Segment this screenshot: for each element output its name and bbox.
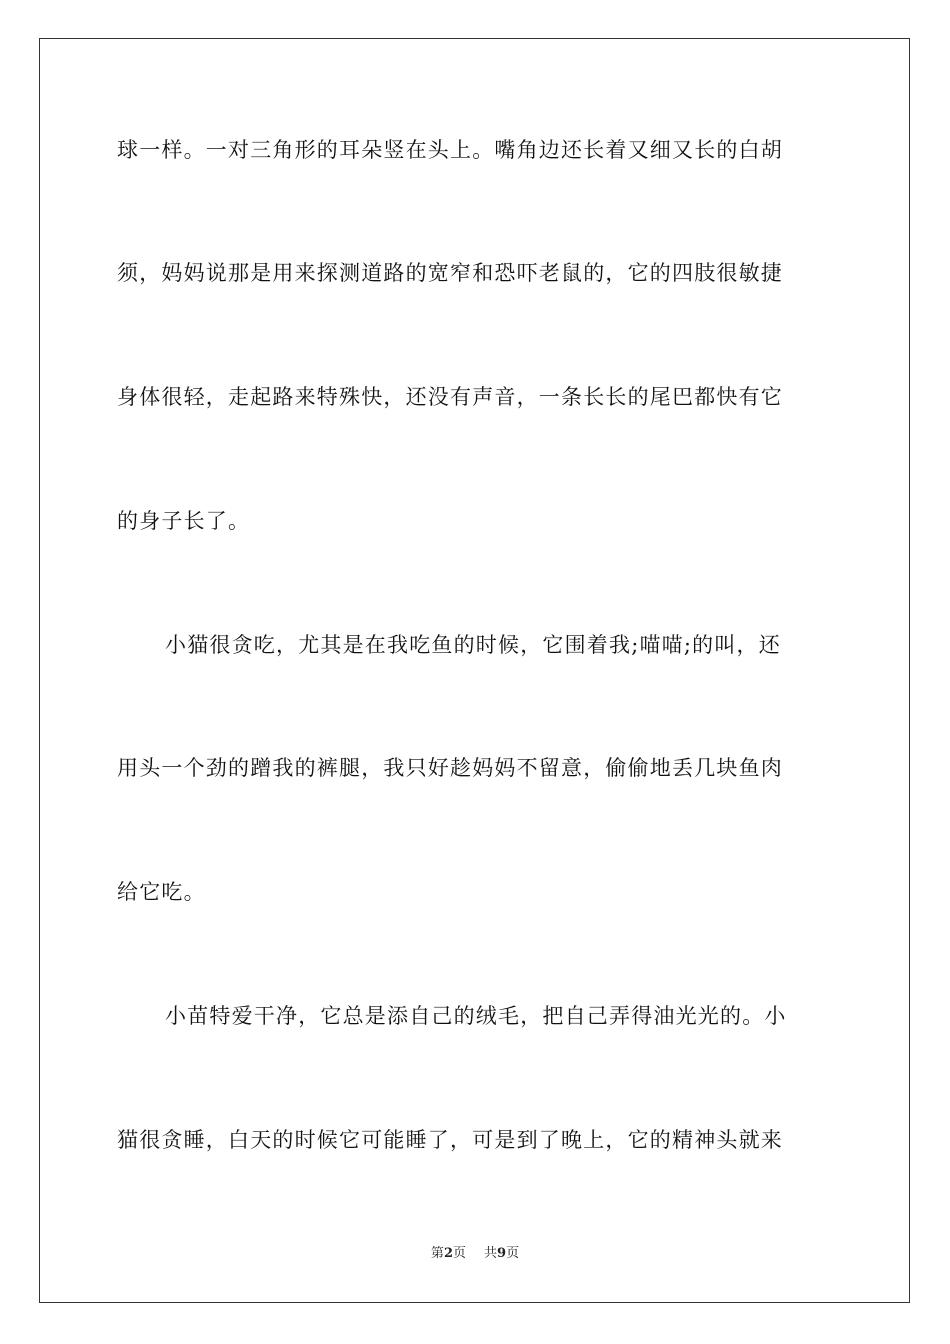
text-line-3: 身体很轻，走起路来特殊快，还没有声音，一条长长的尾巴都快有它 <box>117 385 783 409</box>
total-pages: 9 <box>497 1246 507 1261</box>
text-line-4: 的身子长了。 <box>117 509 251 533</box>
text-line-5: 小猫很贪吃，尤其是在我吃鱼的时候，它围着我;喵喵;的叫，还 <box>165 633 781 657</box>
page-suffix: 页 <box>452 1246 466 1261</box>
page-footer <box>0 1246 950 1262</box>
page-border <box>39 38 910 1303</box>
text-line-2: 须，妈妈说那是用来探测道路的宽窄和恐吓老鼠的，它的四肢很敏捷 <box>117 261 783 285</box>
text-line-9: 猫很贪睡，白天的时候它可能睡了，可是到了晚上，它的精神头就来 <box>117 1128 783 1152</box>
page-number: 2 <box>443 1246 453 1261</box>
text-line-1: 球一样。一对三角形的耳朵竖在头上。嘴角边还长着又细又长的白胡 <box>117 138 783 162</box>
text-line-7: 给它吃。 <box>117 880 206 904</box>
page-prefix: 第 <box>430 1246 444 1261</box>
total-suffix: 页 <box>506 1246 520 1261</box>
total-prefix: 共 <box>484 1246 498 1261</box>
text-line-8: 小苗特爱干净，它总是添自己的绒毛，把自己弄得油光光的。小 <box>165 1004 787 1028</box>
text-line-6: 用头一个劲的蹭我的裤腿，我只好趁妈妈不留意，偷偷地丢几块鱼肉 <box>117 756 783 780</box>
